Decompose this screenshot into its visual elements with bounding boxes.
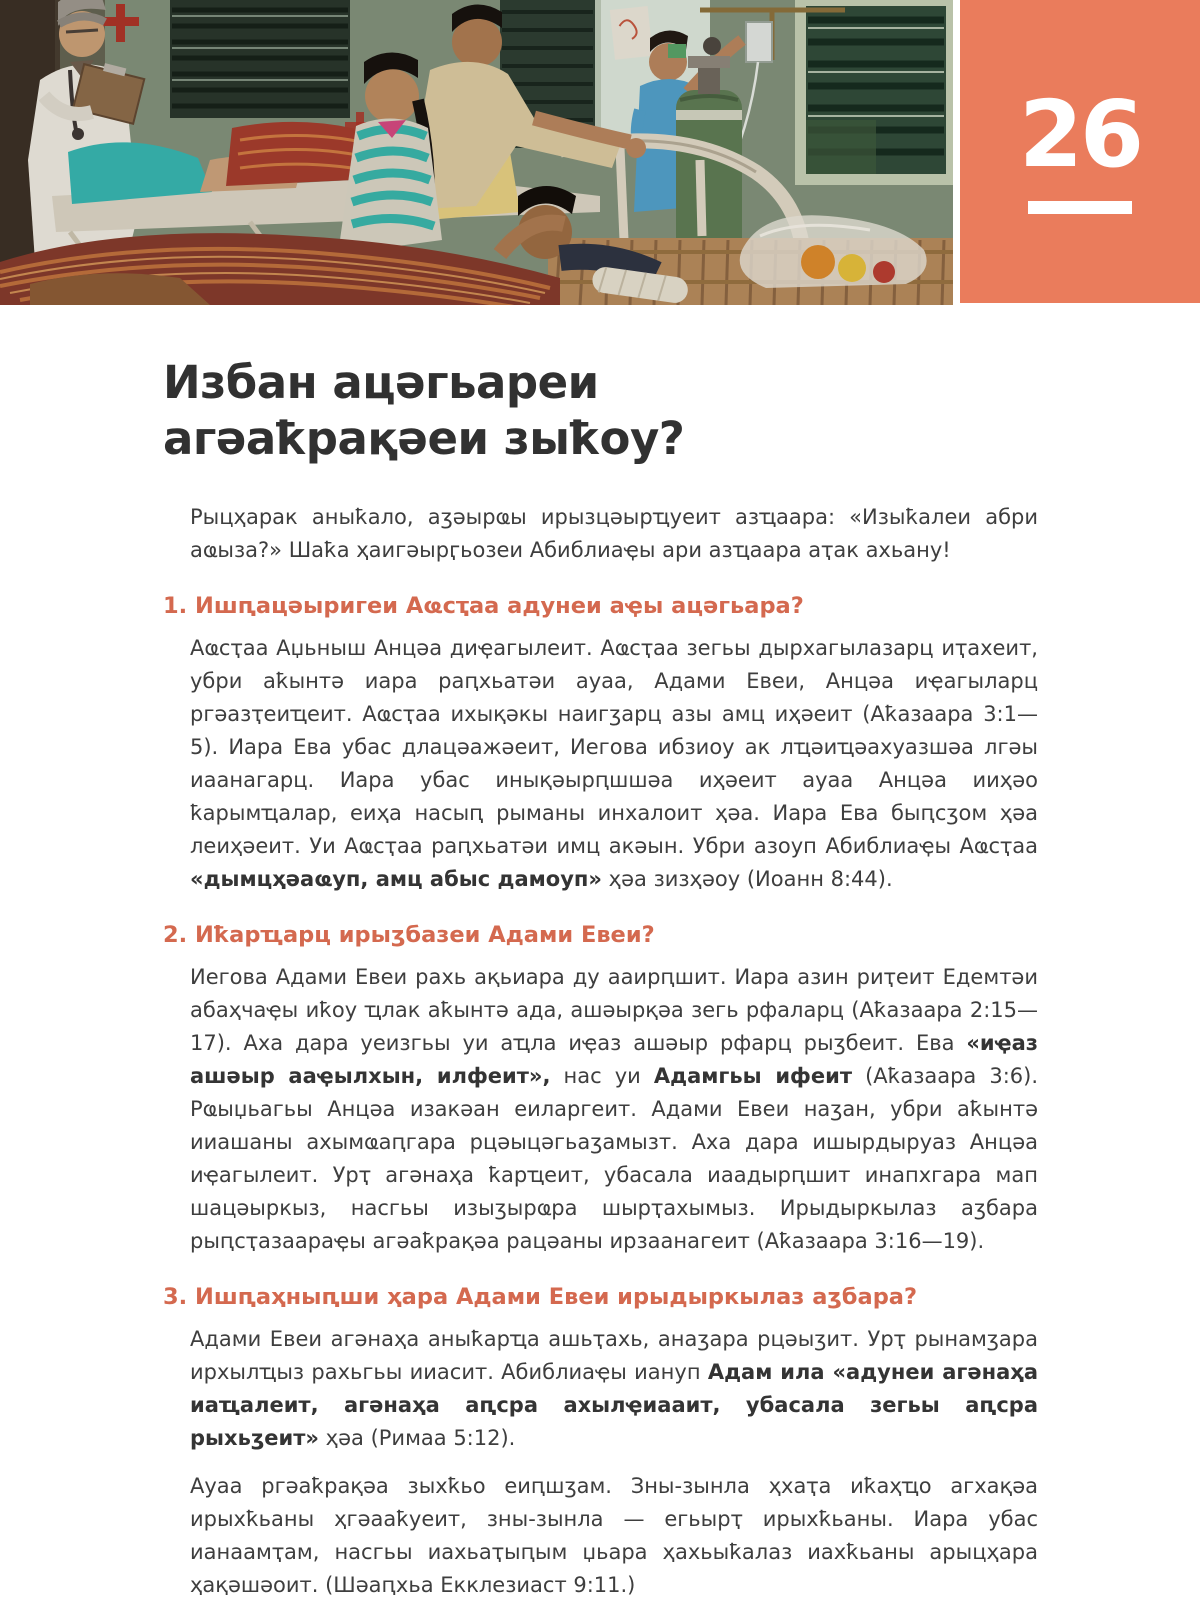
bold-text-run: Адамгьы ифеит xyxy=(653,1064,853,1088)
bold-text-run: «иҿаз ашәыр ааҿылхын, илфеит», xyxy=(190,1031,1038,1088)
hospital-photo-illustration xyxy=(0,0,953,305)
text-run: (Аҟазаара 3:6). Рҩыџьагьы Анцәа изакәан еиларгеит. Адами Евеи наӡан, убри аҟынтә ииашаны ахымҩаԥгара рцәыцәгьаӡамызт. Аха дара ишырдыруаз Анцәа иҿагылеит. Урҭ агәнаҳа ҟарҵеит, убасала иаадырԥшит инапхгара мап шацәыркыз, насгьы изыӡырҩра шырҭахымыз. Ирыдыркылаз аӡбара рыԥсҭазаараҿы агәаҟрақәа рацәаны ирзаанагеит (Аҟазаара 3:16—19). xyxy=(190,1064,1039,1253)
bold-text-run: Адам ила «адунеи агәнаҳа иаҵалеит, агәнаҳа аԥсра ахылҿиааит, убасала зегьы аԥсра рыхьӡеит» xyxy=(190,1360,1038,1450)
text-run: Ауаа ргәаҟрақәа зыхҟьо еиԥшӡам. Зны-зынла ҳхаҭа иҟаҳҵо агхақәа ирыхҟьаны ҳгәааҟуеит, зны-зынла — егьырҭ ирыхҟьаны. Иара убас ианаамҭам, насгьы иахьаҭыԥым џьара ҳахьыҟалаз иахҟьаны арыцҳара ҳақәшәоит. (Шәаԥхьа Екклезиаст 9:11.) xyxy=(190,1474,1038,1597)
text-run: Адами Евеи агәнаҳа аныҟарҵа ашьҭахь, анаӡара рцәыӡит. Урҭ рынамӡара ирхылҵыз рахьгьы ииасит. Абиблиаҿы иануп xyxy=(190,1327,1038,1384)
text-run: ҳәа зизҳәоу (Иоанн 8:44). xyxy=(602,867,893,891)
lesson-number-banner xyxy=(960,0,1200,303)
article xyxy=(163,305,1038,1617)
lesson-number-underline xyxy=(1028,201,1132,214)
paragraph xyxy=(163,632,1038,896)
lesson-number: 26 xyxy=(1018,81,1142,188)
sections xyxy=(163,593,1038,1602)
paragraph xyxy=(163,1470,1038,1602)
section-heading: 3. Ишԥаҳныԥши ҳара Адами Евеи ирыдыркылаз аӡбара? xyxy=(163,1284,918,1310)
text-run: нас уи xyxy=(550,1064,654,1088)
intro-paragraph: Рыцҳарак аныҟало, аӡәырҩы ирызцәырҵуеит азҵаара: «Изыҟалеи абри аҩыза?» Шаҟа ҳаигәырӷьозеи Абиблиаҿы ари азҵаара аҭак ахьану! xyxy=(190,505,1038,562)
paragraph xyxy=(163,961,1038,1258)
section-heading: 1. Ишԥацәыригеи Аҩсҭаа адунеи аҿы ацәгьара? xyxy=(163,593,804,619)
bold-text-run: «дымцҳәаҩуп, амц абыс дамоуп» xyxy=(190,867,602,891)
text-run: ҳәа (Римаа 5:12). xyxy=(319,1426,516,1450)
text-run: Аҩсҭаа Аџьныш Анцәа диҿагылеит. Аҩсҭаа зегьы дырхагылазарц иҭахеит, убри аҟынтә иара раԥхьатәи ауаа, Адами Евеи, Анцәа иҿагыларц ргәазҭеиҵеит. Аҩсҭаа ихықәкы наигӡарц азы амц иҳәеит (Аҟазаара 3:1—5). Иара Ева убас длацәажәеит, Иегова ибзиоу ак лҵәиҵәахуазшәа лгәы иаанагарц. Иара убас инықәырԥшшәа иҳәеит ауаа Анцәа ииҳәо ҟарымҵалар, еиҳа насыԥ рыманы инхалоит ҳәа. Иара Ева быԥсӡом ҳәа леиҳәеит. Уи Аҩсҭаа раԥхьатәи имц акәын. Убри азоуп Абиблиаҿы Аҩсҭаа xyxy=(190,636,1038,858)
section-heading: 2. Иҟарҵарц ирыӡбазеи Адами Евеи? xyxy=(163,922,655,948)
text-run: Иегова Адами Евеи рахь ақьиара ду ааирԥшит. Иара азин риҭеит Едемтәи абаҳчаҿы иҟоу ҵлак аҟынтә ада, ашәырқәа зегь рфаларц (Аҟазаара 2:15—17). Аха дара уеизгьы уи аҵла иҿаз ашәыр рфарц рыӡбеит. Ева xyxy=(190,965,1038,1055)
article-title: Избан ацәгьареи агәаҟрақәеи зыҟоу? xyxy=(163,356,685,465)
header-photo xyxy=(0,0,953,305)
paragraph xyxy=(163,1323,1038,1455)
